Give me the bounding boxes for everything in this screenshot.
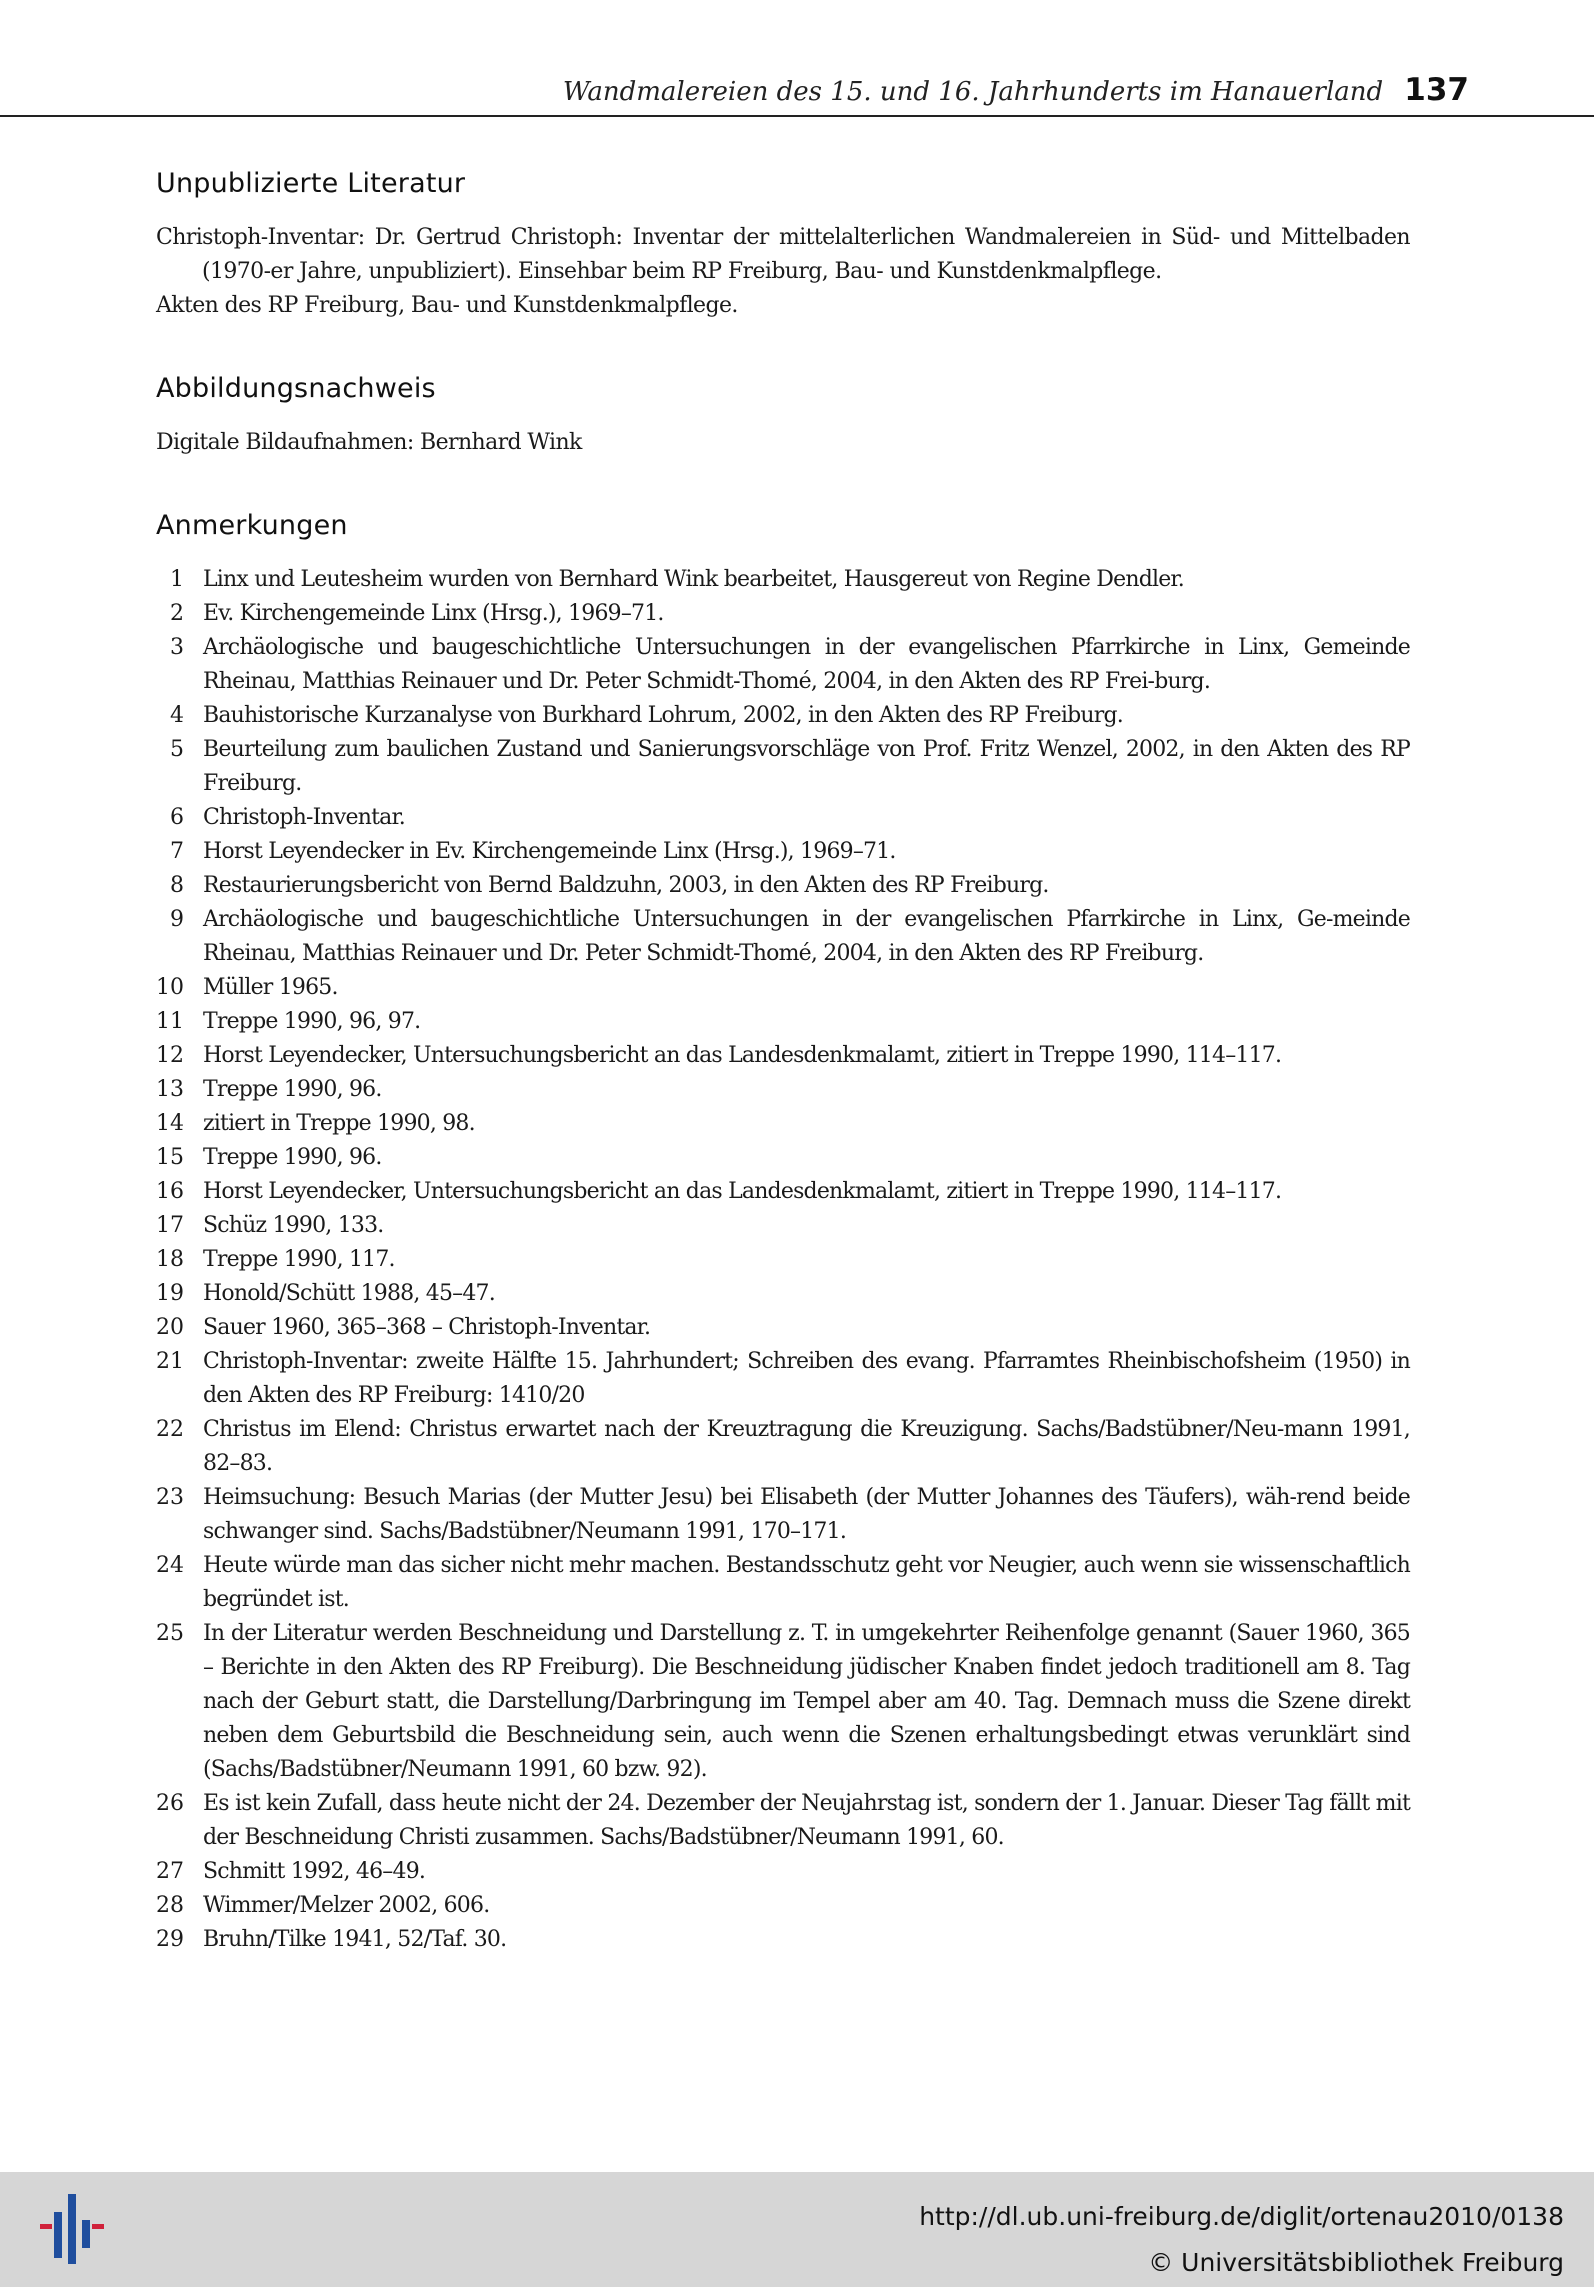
note-item [156,1175,1410,1209]
note-item [156,1277,1410,1311]
page-number: 137 [1404,72,1469,108]
note-number: 10 [156,975,184,1000]
note-text: Ev. Kirchengemeinde Linx (Hrsg.), 1969–71. [203,601,664,626]
note-item [156,835,1410,869]
note-text: Schüz 1990, 133. [203,1213,384,1238]
note-text: zitiert in Treppe 1990, 98. [203,1111,475,1136]
note-number: 15 [156,1145,184,1170]
note-text: Treppe 1990, 117. [203,1247,395,1272]
note-text: Christus im Elend: Christus erwartet nach der Kreuztragung die Kreuzigung. Sachs/Badstübner/Neu-mann 1991, 82–83. [203,1417,1410,1476]
note-item [156,1617,1410,1787]
bibliography-entry: Akten des RP Freiburg, Bau- und Kunstdenkmalpflege. [156,293,738,318]
note-item [156,733,1410,801]
note-item [156,699,1410,733]
note-number: 26 [156,1791,184,1816]
note-text: Archäologische und baugeschichtliche Untersuchungen in der evangelischen Pfarrkirche in Linx, Ge-meinde Rheinau, Matthias Reinauer und Dr. Peter Schmidt-Thomé, 2004, in den Akten des RP Freiburg. [203,907,1410,966]
note-number: 14 [156,1111,184,1136]
note-item [156,1345,1410,1413]
note-number: 4 [170,703,184,728]
note-item [156,1039,1410,1073]
note-text: Horst Leyendecker in Ev. Kirchengemeinde Linx (Hrsg.), 1969–71. [203,839,896,864]
note-number: 28 [156,1893,184,1918]
section-heading-notes: Anmerkungen [156,510,348,541]
note-text: Müller 1965. [203,975,338,1000]
note-text: Es ist kein Zufall, dass heute nicht der 24. Dezember der Neujahrstag ist, sondern der 1. Januar. Dieser Tag fällt mit der Beschneidung Christi zusammen. Sachs/Badstübner/Neumann 1991, 60. [203,1791,1410,1850]
note-text: Restaurierungsbericht von Bernd Baldzuhn, 2003, in den Akten des RP Freiburg. [203,873,1049,898]
note-item [156,1209,1410,1243]
note-number: 13 [156,1077,184,1102]
note-text: In der Literatur werden Beschneidung und Darstellung z. T. in umgekehrter Reihenfolge genannt (Sauer 1960, 365 – Berichte in den Akten des RP Freiburg). Die Beschneidung jüdischer Knaben findet jedoch traditionell am 8. Tag nach der Geburt statt, die Darstellung/Darbringung im Tempel aber am 40. Tag. Demnach muss die Szene direkt neben dem Geburtsbild die Beschneidung sein, auch wenn die Szenen erhaltungsbedingt etwas verunklärt sind (Sachs/Badstübner/Neumann 1991, 60 bzw. 92). [203,1621,1410,1782]
section-notes [156,510,1410,1957]
note-item [156,1005,1410,1039]
header-rule [0,115,1594,117]
note-number: 22 [156,1417,184,1442]
note-text: Beurteilung zum baulichen Zustand und Sanierungsvorschläge von Prof. Fritz Wenzel, 2002, in den Akten des RP Freiburg. [203,737,1410,796]
note-text: Treppe 1990, 96. [203,1077,382,1102]
note-item [156,1549,1410,1617]
note-text: Treppe 1990, 96. [203,1145,382,1170]
note-item [156,1073,1410,1107]
note-number: 18 [156,1247,184,1272]
note-number: 11 [156,1009,184,1034]
note-number: 2 [170,601,184,626]
note-number: 21 [156,1349,184,1374]
note-number: 1 [170,567,184,592]
note-number: 24 [156,1553,184,1578]
note-item [156,1141,1410,1175]
note-text: Christoph-Inventar: zweite Hälfte 15. Jahrhundert; Schreiben des evang. Pfarramtes Rheinbischofsheim (1950) in den Akten des RP Freiburg: 1410/20 [203,1349,1410,1408]
footer-band [0,2172,1594,2287]
section-heading-unpublished: Unpublizierte Literatur [156,168,466,199]
note-item [156,1243,1410,1277]
note-text: Bauhistorische Kurzanalyse von Burkhard Lohrum, 2002, in den Akten des RP Freiburg. [203,703,1123,728]
note-text: Heute würde man das sicher nicht mehr machen. Bestandsschutz geht vor Neugier, auch wenn sie wissenschaftlich begründet ist. [203,1553,1411,1612]
copyright-notice: © Universitätsbibliothek Freiburg [1148,2248,1564,2277]
note-item [156,1413,1410,1481]
note-item [156,1787,1410,1855]
note-text: Heimsuchung: Besuch Marias (der Mutter Jesu) bei Elisabeth (der Mutter Johannes des Täufers), wäh-rend beide schwanger sind. Sachs/Badstübner/Neumann 1991, 170–171. [203,1485,1410,1544]
note-number: 3 [170,635,184,660]
note-item [156,1889,1410,1923]
note-number: 23 [156,1485,184,1510]
note-number: 20 [156,1315,184,1340]
note-text: Archäologische und baugeschichtliche Untersuchungen in der evangelischen Pfarrkirche in Linx, Gemeinde Rheinau, Matthias Reinauer und Dr. Peter Schmidt-Thomé, 2004, in den Akten des RP Frei-burg. [203,635,1410,694]
page-content [156,168,1410,2007]
note-number: 19 [156,1281,184,1306]
note-item [156,1107,1410,1141]
note-text: Wimmer/Melzer 2002, 606. [203,1893,490,1918]
note-text: Linx und Leutesheim wurden von Bernhard Wink bearbeitet, Hausgereut von Regine Dendler. [203,567,1184,592]
note-text: Sauer 1960, 365–368 – Christoph-Inventar. [203,1315,651,1340]
note-number: 16 [156,1179,184,1204]
note-item [156,971,1410,1005]
section-image-credits [156,373,1410,460]
note-number: 5 [170,737,184,762]
note-text: Schmitt 1992, 46–49. [203,1859,426,1884]
credits-text: Digitale Bildaufnahmen: Bernhard Wink [156,430,582,455]
notes-list [156,563,1410,1957]
note-item [156,1311,1410,1345]
note-item [156,903,1410,971]
note-item [156,1923,1410,1957]
note-item [156,801,1410,835]
source-url[interactable]: http://dl.ub.uni-freiburg.de/diglit/ortenau2010/0138 [919,2202,1564,2231]
ub-freiburg-logo-icon [40,2194,104,2264]
note-number: 8 [170,873,184,898]
note-item [156,631,1410,699]
bibliography-entry: Christoph-Inventar: Dr. Gertrud Christoph: Inventar der mittelalterlichen Wandmalereien in Süd- und Mittelbaden (1970-er Jahre, unpubliziert). Einsehbar beim RP Freiburg, Bau- und Kunstdenkmalpflege. [156,225,1410,284]
note-number: 9 [170,907,184,932]
note-number: 12 [156,1043,184,1068]
note-text: Horst Leyendecker, Untersuchungsbericht an das Landesdenkmalamt, zitiert in Treppe 1990, 114–117. [203,1179,1282,1204]
note-number: 17 [156,1213,184,1238]
note-number: 6 [170,805,184,830]
note-text: Bruhn/Tilke 1941, 52/Taf. 30. [203,1927,507,1952]
note-text: Honold/Schütt 1988, 45–47. [203,1281,495,1306]
note-item [156,869,1410,903]
note-number: 29 [156,1927,184,1952]
note-text: Horst Leyendecker, Untersuchungsbericht an das Landesdenkmalamt, zitiert in Treppe 1990, 114–117. [203,1043,1282,1068]
note-item [156,1481,1410,1549]
note-item [156,597,1410,631]
note-text: Christoph-Inventar. [203,805,405,830]
running-title: Wandmalereien des 15. und 16. Jahrhunderts im Hanauerland [562,77,1384,107]
note-number: 7 [170,839,184,864]
section-unpublished-literature [156,168,1410,323]
note-number: 25 [156,1621,184,1646]
note-number: 27 [156,1859,184,1884]
note-item [156,563,1410,597]
note-item [156,1855,1410,1889]
running-head [0,72,1469,108]
section-heading-credits: Abbildungsnachweis [156,373,436,404]
note-text: Treppe 1990, 96, 97. [203,1009,421,1034]
